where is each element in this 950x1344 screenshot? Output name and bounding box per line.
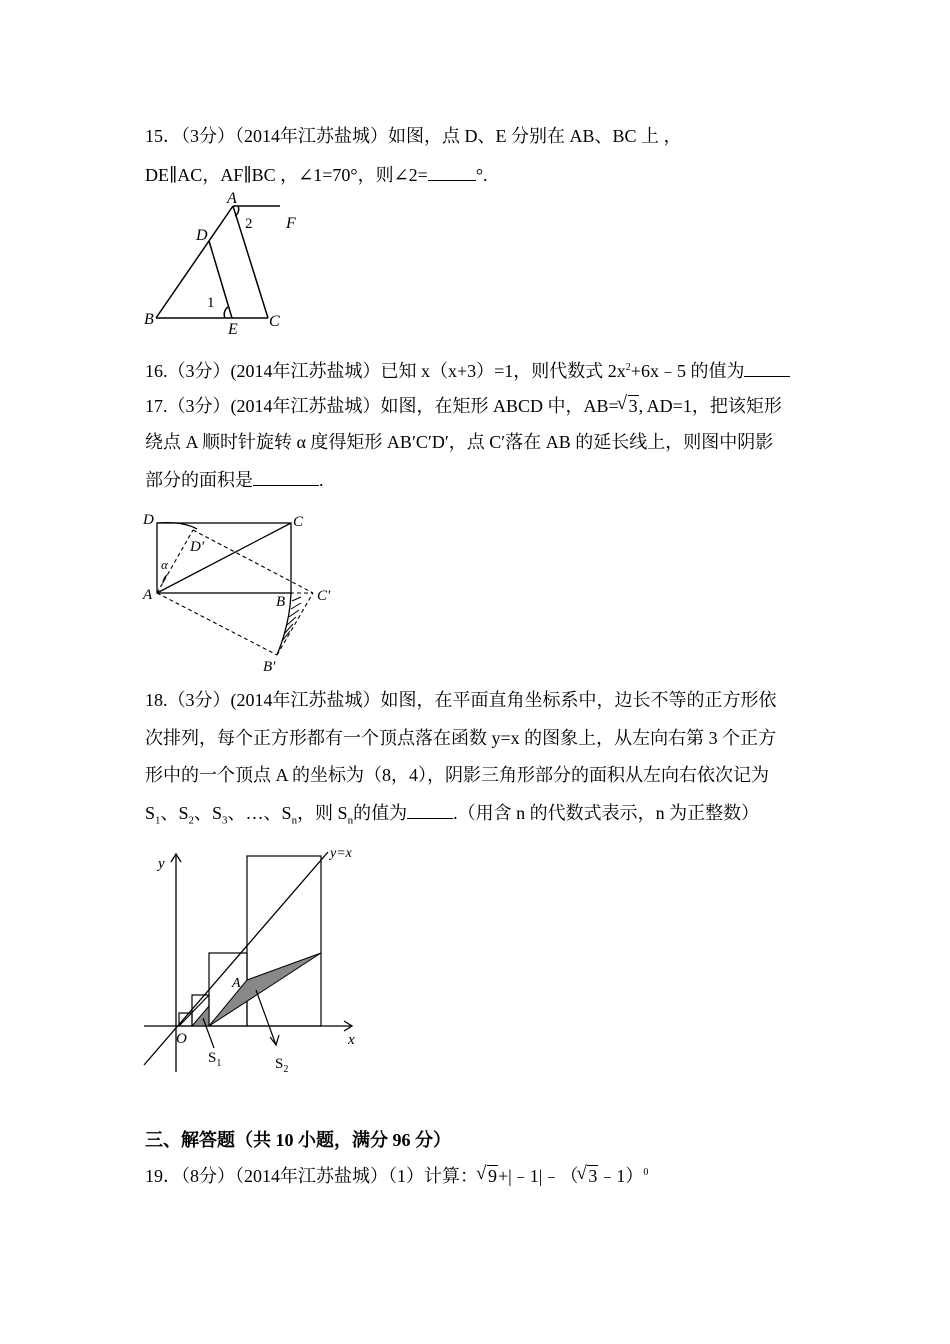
label-d: D <box>143 512 154 528</box>
q15-line1: 15．（3分）（2014年江苏盐城）如图，点 D、E 分别在 AB、BC 上 ， <box>145 126 682 146</box>
label-c: C <box>269 313 280 330</box>
q17-line3: 部分的面积是 . <box>145 467 324 492</box>
label-o: O <box>176 1031 187 1047</box>
label-c: C <box>293 514 304 530</box>
q15-figure <box>130 190 330 340</box>
label-d-prime: D′ <box>190 539 205 555</box>
q17-figure <box>135 505 350 675</box>
label-alpha: α <box>161 557 168 572</box>
answer-blank[interactable] <box>744 358 790 377</box>
label-a: A <box>227 190 237 207</box>
q18-line4: $S_1$、$S_2$、$S_3$、…、$S_n$，则 $S_n$的值为 .（用含 n 的代数式表示，n 为正整数） <box>145 800 759 825</box>
section-3-heading: 三、解答题（共 10 小题，满分 96 分） <box>145 1130 451 1150</box>
label-s1: $S_1$ <box>208 1050 222 1069</box>
label-y: y <box>158 856 165 872</box>
answer-blank[interactable] <box>407 800 453 819</box>
label-e: E <box>228 321 238 338</box>
label-angle-1: 1 <box>207 295 215 311</box>
label-a: A <box>143 587 153 603</box>
label-c-prime: C′ <box>317 588 331 604</box>
label-d: D <box>196 227 208 244</box>
q18-line3: 形中的一个顶点 A 的坐标为（8，4），阴影三角形部分的面积从左向右依次记为 <box>145 765 770 785</box>
label-x: x <box>348 1032 355 1048</box>
q17-line2: 绕点 A 顺时针旋转 α 度得矩形 AB′C′D′，点 C′落在 AB 的延长线上，则图中阴影 <box>145 432 774 452</box>
label-b-prime: B′ <box>263 659 276 675</box>
label-f: F <box>286 215 296 232</box>
q17-line1: 17.（3分）(2014年江苏盐城）如图，在矩形 ABCD 中，AB=√ 3, AD=1，把该矩形 <box>145 394 782 418</box>
q18-line1: 18.（3分）(2014年江苏盐城）如图，在平面直角坐标系中，边长不等的正方形依 <box>145 690 777 710</box>
q18-line2: 次排列，每个正方形都有一个顶点落在函数 y=x 的图象上，从左向右第 3 个正方 <box>145 728 777 748</box>
answer-blank[interactable] <box>253 467 319 486</box>
label-b: B <box>276 594 286 610</box>
label-angle-2: 2 <box>245 216 253 232</box>
q15-line2: DE∥AC，AF∥BC ，∠1=70°，则∠2= °. <box>145 162 488 187</box>
answer-blank[interactable] <box>428 162 476 181</box>
q19-line: 19．（8分）（2014年江苏盐城）（1）计算：√ 9+|﹣1|﹣（√ 3﹣1）$^0$ <box>145 1164 648 1188</box>
label-a: A <box>232 976 241 991</box>
label-b: B <box>144 311 154 328</box>
q18-figure <box>138 840 368 1080</box>
q16-line: 16.（3分）(2014年江苏盐城）已知 x（x+3）=1，则代数式 $2x^2+6x﹣5$ 的值为 <box>145 358 790 383</box>
label-s2: $S_2$ <box>275 1056 289 1075</box>
label-y-equals-x: y=x <box>330 846 352 861</box>
